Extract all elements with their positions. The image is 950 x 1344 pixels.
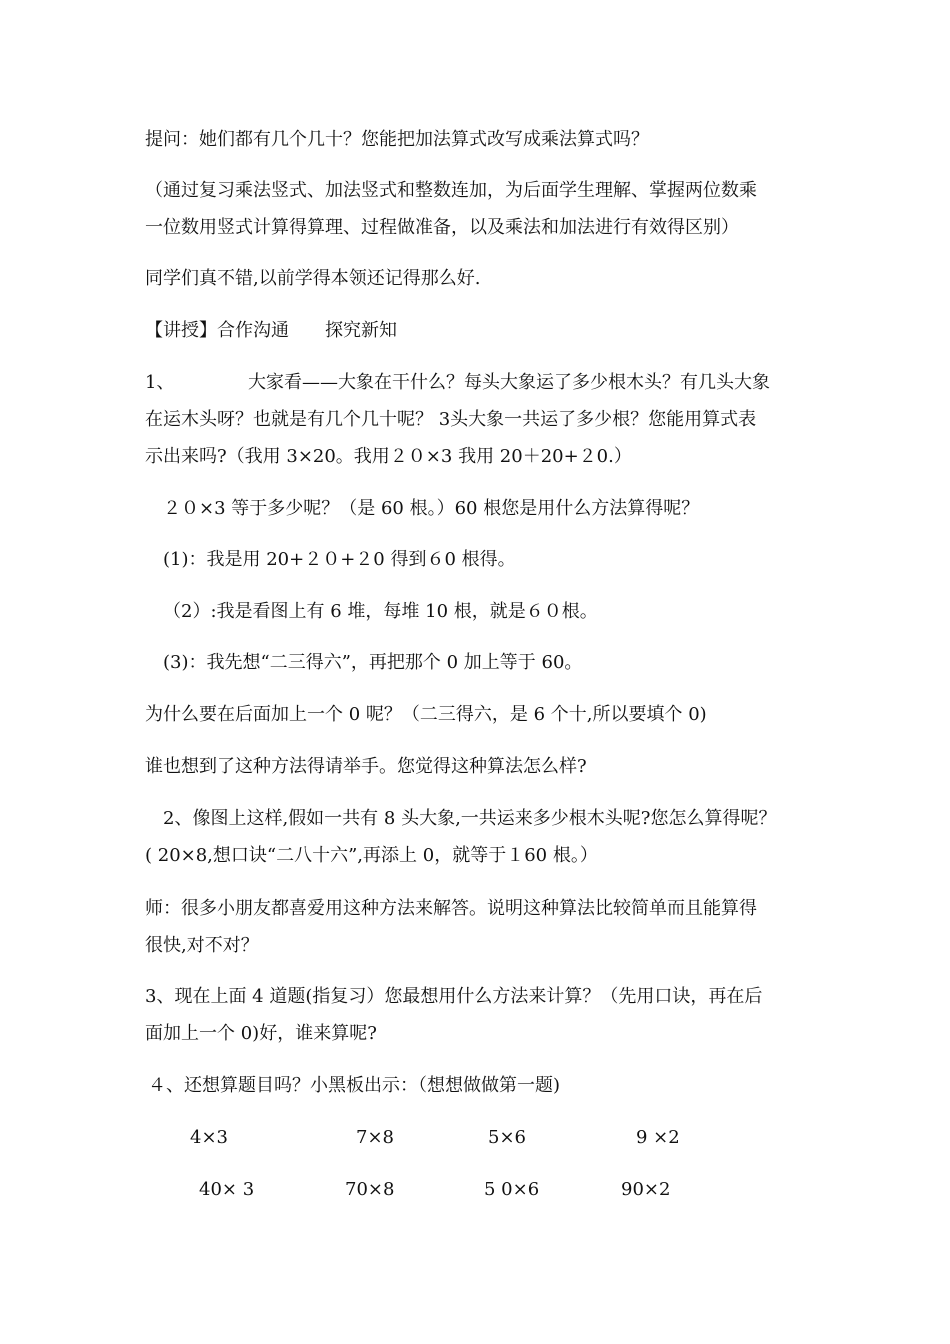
section-heading: 【讲授】合作沟通 探究新知 [145,320,397,341]
exercise-row2-col1: 40× 3 [199,1179,255,1200]
exercise-row1-col4: 9 ×2 [636,1127,680,1148]
exercise-row1-col1: 4×3 [190,1127,228,1148]
answer-1: (1)：我是用 20+２０+２0 得到６0 根得。 [163,549,516,570]
exercise-row2-col4: 90×2 [621,1179,671,1200]
answer-3: (3)：我先想“二三得六”，再把那个 0 加上等于 60。 [163,652,583,673]
item3-line2: 面加上一个 0)好，谁来算呢? [145,1023,377,1044]
item4-line: ４、还想算题目吗？小黑板出示：（想想做做第一题) [148,1075,561,1096]
paragraph-note-line2: 一位数用竖式计算得算理、过程做准备，以及乘法和加法进行有效得区别） [145,217,739,238]
exercise-row2-col2: 70×8 [345,1179,395,1200]
exercise-row1-col2: 7×8 [356,1127,394,1148]
exercise-row1-col3: 5×6 [488,1127,526,1148]
item-number-1: 1、 [145,372,175,393]
item1-line2: 在运木头呀？也就是有几个几十呢？ 3头大象一共运了多少根？您能用算式表 [145,409,757,430]
paragraph-note-line1: （通过复习乘法竖式、加法竖式和整数连加，为后面学生理解、掌握两位数乘 [145,180,757,201]
paragraph-question-20x3: ２０×3 等于多少呢？（是 60 根。）60 根您是用什么方法算得呢？ [163,498,700,519]
item3-line1: 3、现在上面 4 道题(指复习）您最想用什么方法来计算？（先用口诀，再在后 [145,986,763,1007]
paragraph-praise: 同学们真不错,以前学得本领还记得那么好. [145,268,481,289]
item1-line1: 大家看——大象在干什么？每头大象运了多少根木头？有几头大象 [248,372,770,393]
item2-line2: ( 20×8,想口诀“二八十六”,再添上 0，就等于１60 根。） [145,845,598,866]
item2-line1: 2、像图上这样,假如一共有 8 头大象,一共运来多少根木头呢?您怎么算得呢？ [163,808,777,829]
paragraph-why-zero: 为什么要在后面加上一个 0 呢？（二三得六，是 6 个十,所以要填个 0) [145,704,707,725]
answer-2: （2）:我是看图上有 6 堆，每堆 10 根，就是６０根。 [163,601,598,622]
teacher-line1: 师：很多小朋友都喜爱用这种方法来解答。说明这种算法比较简单而且能算得 [145,898,757,919]
paragraph-question: 提问：她们都有几个几十？您能把加法算式改写成乘法算式吗？ [145,129,649,150]
paragraph-raise-hand: 谁也想到了这种方法得请举手。您觉得这种算法怎么样? [145,756,587,777]
teacher-line2: 很快,对不对？ [145,935,259,956]
exercise-row2-col3: 5 0×6 [484,1179,540,1200]
item1-line3: 示出来吗?（我用 3×20。我用２０×3 我用 20＋20+２0.） [145,446,632,467]
